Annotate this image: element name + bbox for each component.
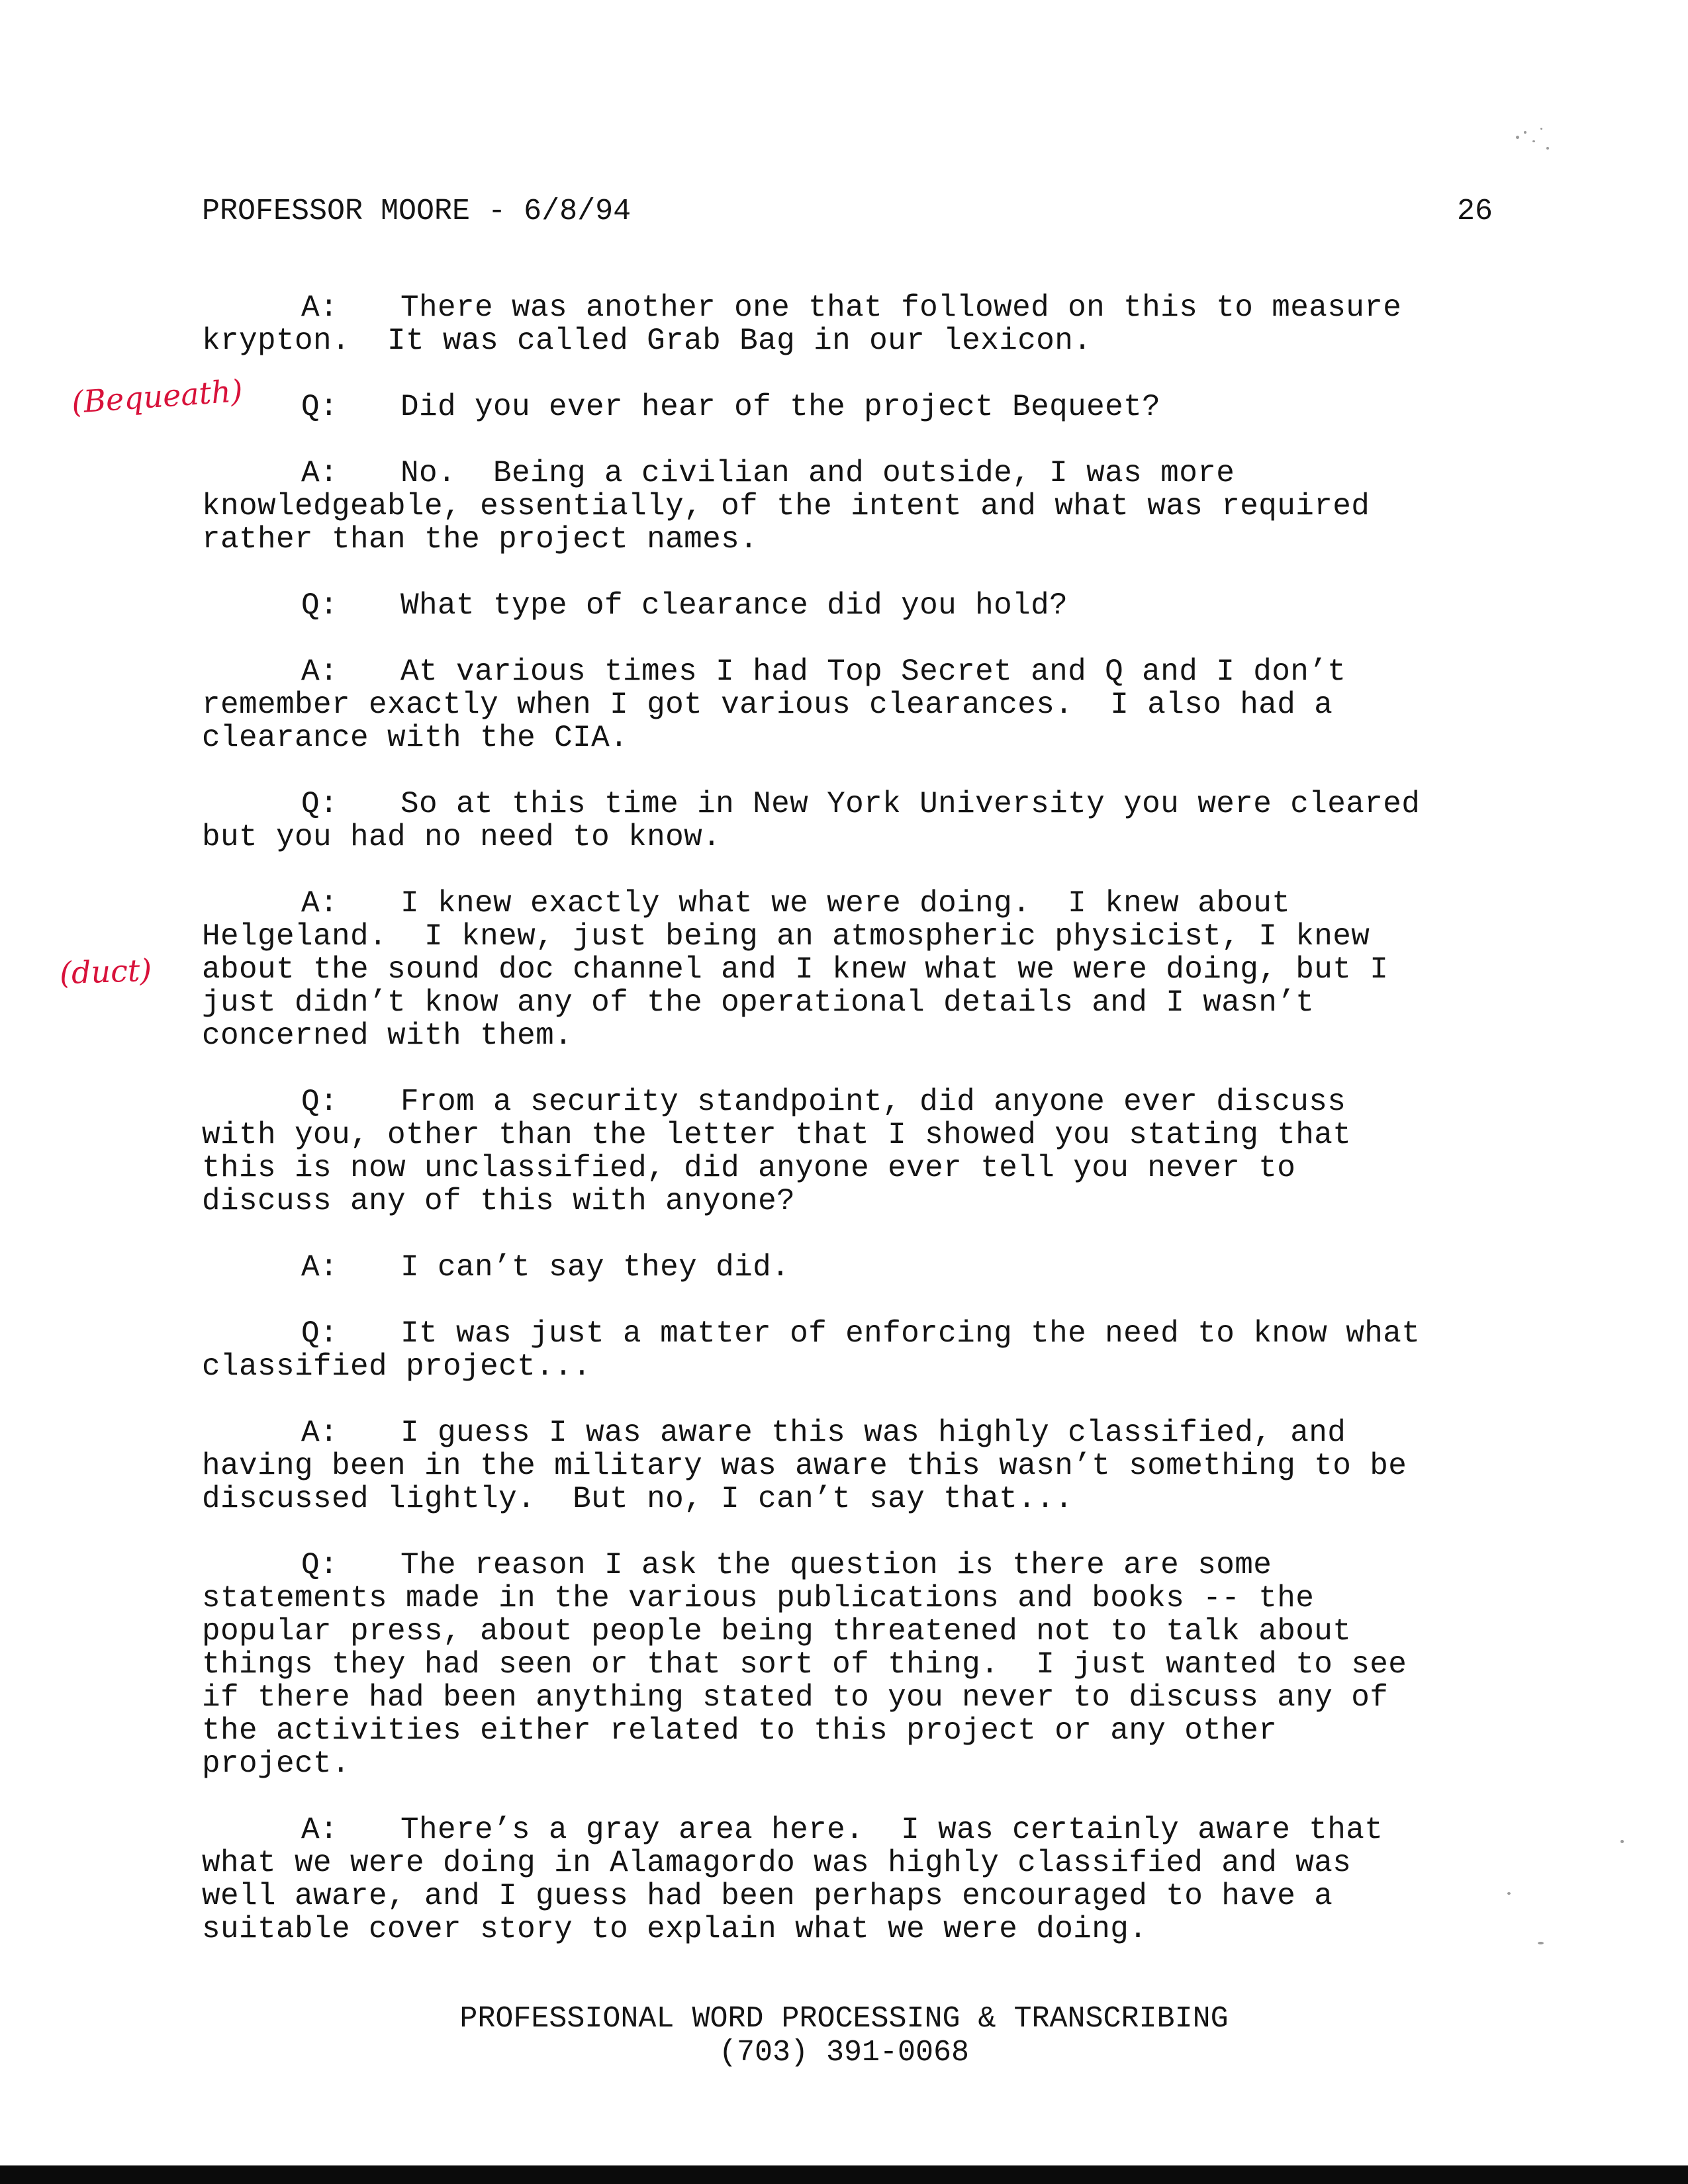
footer-phone: (703) 391-0068 [718,2036,970,2070]
scan-bottom-edge [0,2165,1688,2184]
qa-paragraph [202,1813,1516,1946]
transcript-line: this is now unclassified, did anyone ever tell you never to [202,1151,1296,1185]
transcript-line: rather than the project names. [202,522,759,557]
transcript-line: The reason I ask the question is there are some [400,1548,1272,1582]
transcript-line: discussed lightly. But no, I can’t say that... [202,1482,1074,1516]
transcript-body [202,291,1516,1979]
qa-paragraph [202,1251,1516,1284]
speaker-label: A: [301,456,339,490]
qa-first-line [202,1085,1516,1118]
scan-speck [1620,1840,1624,1843]
transcript-line: What type of clearance did you hold? [400,588,1068,623]
transcript-line: statements made in the various publications and books -- the [202,1581,1315,1615]
qa-first-line [202,1549,1516,1582]
transcript-line: having been in the military was aware this wasn’t something to be [202,1449,1407,1483]
transcript-line: No. Being a civilian and outside, I was more [400,456,1235,490]
scan-speck [1538,1942,1544,1944]
scan-speck [1540,128,1542,130]
qa-paragraph [202,1085,1516,1218]
speaker-label: Q: [301,1085,339,1119]
transcript-line: concerned with them. [202,1019,573,1053]
qa-first-line [202,291,1516,324]
qa-paragraph [202,1317,1516,1383]
speaker-label: A: [301,655,339,689]
scan-speck [1546,147,1549,150]
transcript-line: things they had seen or that sort of thing. I just wanted to see [202,1647,1407,1682]
qa-first-line [202,1251,1516,1284]
qa-paragraph [202,1549,1516,1780]
qa-first-line [202,1317,1516,1350]
qa-paragraph [202,589,1516,622]
speaker-label: Q: [301,1316,339,1351]
transcript-line: if there had been anything stated to you never to discuss any of [202,1680,1389,1715]
qa-first-line [202,887,1516,920]
qa-first-line [202,655,1516,688]
transcript-line: the activities either related to this project or any other [202,1713,1278,1748]
transcript-line: So at this time in New York University you were cleared [400,787,1421,821]
transcript-line: suitable cover story to explain what we were doing. [202,1912,1148,1946]
transcript-line: classified project... [202,1349,592,1384]
qa-paragraph [202,291,1516,357]
qa-paragraph [202,457,1516,556]
qa-paragraph [202,655,1516,754]
transcript-line: krypton. It was called Grab Bag in our lexicon. [202,324,1092,358]
qa-paragraph [202,887,1516,1052]
speaker-label: A: [301,1250,339,1285]
running-header [202,192,1493,232]
qa-paragraph [202,1416,1516,1516]
transcript-line: remember exactly when I got various clearances. I also had a [202,688,1333,722]
transcript-line: well aware, and I guess had been perhaps encouraged to have a [202,1879,1333,1913]
transcript-line: From a security standpoint, did anyone ever discuss [400,1085,1346,1119]
scan-speck [1532,140,1535,142]
transcript-line: discuss any of this with anyone? [202,1184,796,1218]
qa-paragraph [202,390,1516,424]
speaker-label: Q: [301,1548,339,1582]
speaker-label: Q: [301,390,339,424]
header-title: PROFESSOR MOORE - 6/8/94 [202,195,632,228]
qa-paragraph [202,788,1516,854]
page-footer [0,2002,1688,2070]
footer-company: PROFESSIONAL WORD PROCESSING & TRANSCRIBING [459,2002,1229,2036]
qa-first-line [202,457,1516,490]
transcript-line: about the sound doc channel and I knew what we were doing, but I [202,952,1389,987]
transcript-line: At various times I had Top Secret and Q and I don’t [400,655,1346,689]
speaker-label: A: [301,291,339,325]
page-number: 26 [1456,195,1493,228]
speaker-label: A: [301,1813,339,1847]
handwritten-margin-note: (Bequeath) [70,373,244,420]
scan-speck [1524,131,1526,134]
transcript-line: knowledgeable, essentially, of the intent and what was required [202,489,1370,523]
transcript-line: what we were doing in Alamagordo was highly classified and was [202,1846,1352,1880]
transcript-line: I can’t say they did. [400,1250,790,1285]
qa-first-line [202,390,1516,424]
speaker-label: Q: [301,787,339,821]
transcript-line: I knew exactly what we were doing. I knew about [400,886,1291,921]
transcript-line: with you, other than the letter that I showed you stating that [202,1118,1352,1152]
transcript-line: clearance with the CIA. [202,721,629,755]
qa-first-line [202,1416,1516,1449]
qa-first-line [202,1813,1516,1846]
transcript-line: There was another one that followed on this to measure [400,291,1402,325]
speaker-label: Q: [301,588,339,623]
transcript-line: There’s a gray area here. I was certainly aware that [400,1813,1383,1847]
transcript-line: just didn’t know any of the operational details and I wasn’t [202,985,1315,1020]
speaker-label: A: [301,1416,339,1450]
qa-first-line [202,589,1516,622]
transcript-line: I guess I was aware this was highly classified, and [400,1416,1346,1450]
transcript-line: but you had no need to know. [202,820,722,854]
transcript-line: project. [202,1747,351,1781]
transcript-line: Did you ever hear of the project Bequeet? [400,390,1161,424]
handwritten-margin-note: (duct) [59,952,153,991]
transcript-line: It was just a matter of enforcing the need to know what [400,1316,1421,1351]
qa-first-line [202,788,1516,821]
transcript-line: Helgeland. I knew, just being an atmospheric physicist, I knew [202,919,1370,954]
transcript-line: popular press, about people being threatened not to talk about [202,1614,1352,1649]
scan-speck [1516,136,1519,139]
scan-speck [1507,1892,1511,1895]
speaker-label: A: [301,886,339,921]
